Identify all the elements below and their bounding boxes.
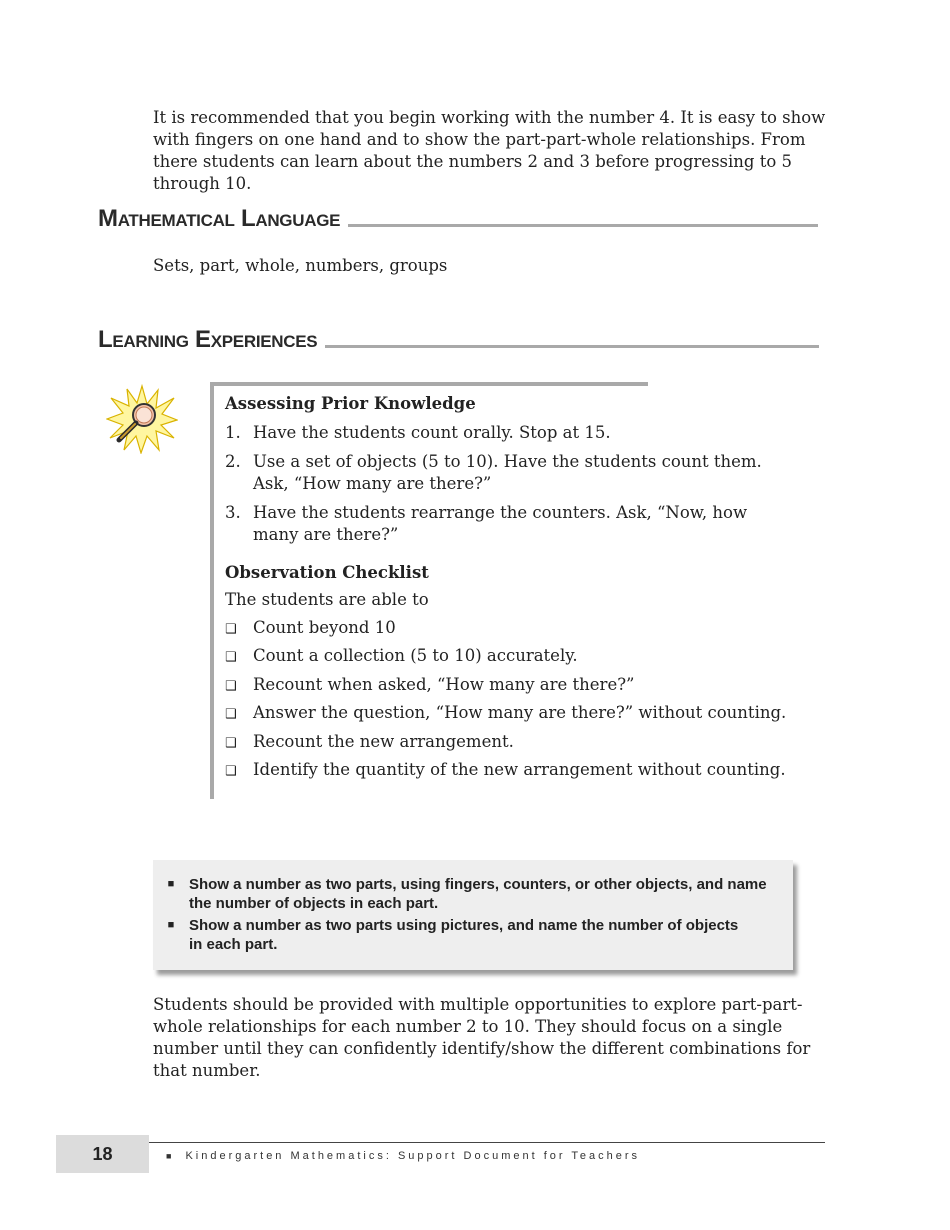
learning-experiences-title: Learning Experiences [98,326,318,353]
item-number: 3. [225,503,241,522]
mathematical-language-title: Mathematical Language [98,205,341,232]
checklist-item [225,674,825,696]
observation-checklist [225,617,825,781]
closing-paragraph: Students should be provided with multiple opportunities to explore part-part-whole relationships for each number 2 to 10. They should focus on a single number until they can confidently identify/show the different combinations for that number. [153,995,811,1080]
magnifying-glass-starburst-icon [106,384,178,454]
mathematical-language-text: Sets, part, whole, numbers, groups [153,256,448,275]
footer-title: Kindergarten Mathematics: Support Document for Teachers [185,1150,641,1162]
outcome-item [153,876,793,913]
checkbox-icon: ❑ [225,735,237,751]
outcome-item [153,917,793,954]
item-text: Have the students rearrange the counters. Ask, “Now, how many are there?” [253,503,748,544]
checklist-item [225,702,825,724]
checkbox-icon: ❑ [225,707,237,723]
checklist-item [225,645,825,667]
checkbox-icon: ❑ [225,763,237,779]
checklist-text: Identify the quantity of the new arrangement without counting. [253,759,786,779]
assessing-prior-knowledge-title: Assessing Prior Knowledge [225,394,476,413]
footer-rule [149,1142,825,1143]
item-text: Have the students count orally. Stop at 15. [253,423,611,442]
item-text: Use a set of objects (5 to 10). Have the students count them. Ask, “How many are there?” [253,452,762,493]
assessment-box [210,382,834,799]
observation-intro: The students are able to [225,590,429,609]
checkbox-icon: ❑ [225,622,237,637]
checkbox-icon: ❑ [225,650,237,666]
checklist-item [225,759,825,781]
mathematical-language-heading [98,205,818,233]
checklist-text: Answer the question, “How many are there?” without counting. [253,703,787,723]
list-item [225,502,825,546]
item-number: 2. [225,452,241,471]
outcome-text: Show a number as two parts, using fingers, counters, or other objects, and name the number of objects in each part. [189,876,767,912]
section-rule [348,224,818,227]
bullet-icon: ■ [167,878,175,890]
checklist-text: Recount when asked, “How many are there?” [253,674,635,694]
checklist-item [225,731,825,753]
checkbox-icon: ❑ [225,678,237,694]
box-top-rule [214,382,648,386]
bullet-icon: ■ [167,919,175,931]
assessing-list [225,422,825,546]
checklist-text: Count a collection (5 to 10) accurately. [253,646,578,666]
checklist-item [225,617,825,639]
footer [166,1150,640,1162]
outcomes-list [153,860,793,954]
learning-outcomes-box [153,860,793,970]
list-item [225,422,825,444]
learning-experiences-heading [98,326,819,354]
outcome-text: Show a number as two parts using pictures, and name the number of objects in each part. [189,917,739,953]
page-number: 18 [56,1135,149,1173]
checklist-text: Recount the new arrangement. [253,731,514,751]
footer-bullet-icon: ■ [166,1151,172,1161]
list-item [225,451,825,495]
checklist-text: Count beyond 10 [253,618,396,637]
item-number: 1. [225,423,241,442]
intro-paragraph: It is recommended that you begin working with the number 4. It is easy to show with fingers on one hand and to show the part-part-whole relationships. From there students can learn about the numbers 2 and 3 before progressing to 5 through 10. [153,108,826,193]
observation-checklist-title: Observation Checklist [225,563,429,582]
section-rule [325,345,819,348]
